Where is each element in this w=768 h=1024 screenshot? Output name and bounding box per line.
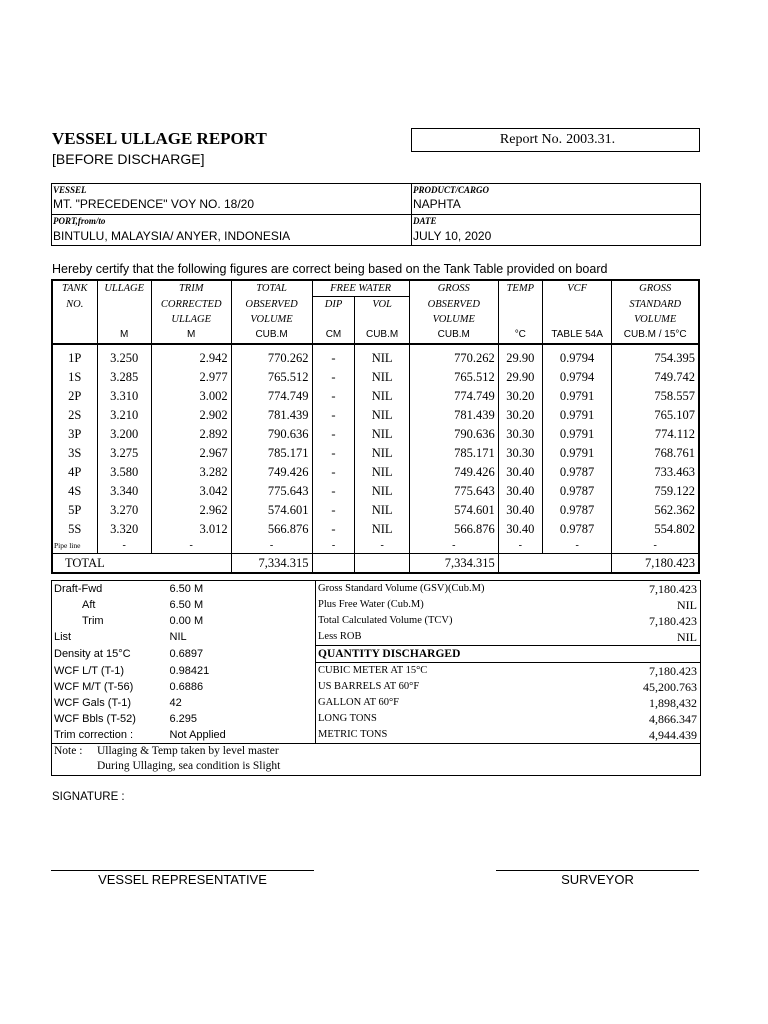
unit-gsv: CUB.M / 15°C [612,327,699,344]
note-box [51,743,701,776]
summary-right-label: METRIC TONS [316,727,506,744]
summary-right-value: 7,180.423 [649,582,697,596]
signature-label: SIGNATURE : [52,791,125,803]
product-label: PRODUCT/CARGO [413,185,490,195]
tank-gsv-cell: 562.362 [612,501,699,520]
col-vcf: VCF [542,280,612,297]
tank-trim-cell: 2.962 [151,501,231,520]
tank-row [52,444,699,463]
tank-temp-cell: 30.40 [498,463,542,482]
tank-trim-cell: 2.967 [151,444,231,463]
tank-tov-cell: 775.643 [231,482,312,501]
summary-left-label: List [54,631,72,644]
col-temp: TEMP [498,280,542,297]
tank-temp-cell: 30.20 [498,387,542,406]
tank-tov-cell: 574.601 [231,501,312,520]
tank-tank-cell: 3P [68,427,82,441]
tank-vcf-cell: 0.9794 [542,344,612,368]
summary-right-label: Total Calculated Volume (TCV) [316,613,506,629]
unit-vcf: TABLE 54A [542,327,612,344]
col-free-water: FREE WATER [312,280,409,297]
tank-gov-cell: 574.601 [409,501,498,520]
summary-left-value: 0.98421 [169,664,210,677]
tank-tank-cell: 5S [68,522,82,536]
tank-tov-cell: 749.426 [231,463,312,482]
tank-gov-cell: 765.512 [409,368,498,387]
surveyor-signature-line [496,870,699,871]
tank-vol-cell: NIL [355,406,409,425]
vessel-label: VESSEL [53,185,87,195]
summary-left-value: 6.295 [169,713,198,725]
tank-row [52,387,699,406]
summary-left-value: 0.6897 [169,648,204,660]
tank-vcf-cell: 0.9791 [542,387,612,406]
tank-trim-cell: 3.012 [151,520,231,539]
tank-tov-cell: 566.876 [231,520,312,539]
tank-ullage-cell: 3.580 [97,463,151,482]
summary-left-label: WCF Bbls (T-52) [54,713,136,725]
tank-dip-cell: - [312,368,355,387]
unit-temp: °C [498,327,542,344]
tank-temp-cell: 30.40 [498,482,542,501]
tank-tov-cell: 770.262 [231,344,312,368]
tank-trim-cell: 3.002 [151,387,231,406]
tank-tov-cell: 774.749 [231,387,312,406]
unit-dip: CM [312,327,355,344]
tank-dip-cell: - [312,406,355,425]
summary-right-value: 7,180.423 [649,664,697,678]
tank-gsv-cell: 754.395 [612,344,699,368]
vessel-rep-signature-line [51,870,314,871]
tank-tov-cell: 781.439 [231,406,312,425]
report-number-label: Report No. [499,132,563,147]
pipeline-row [52,539,699,554]
tank-dip-cell: - [312,482,355,501]
tank-dip-cell: - [312,444,355,463]
tank-gov-cell: 774.749 [409,387,498,406]
ullage-table [51,279,700,574]
tank-gsv-cell: 768.761 [612,444,699,463]
tank-gov-cell: 566.876 [409,520,498,539]
tank-vcf-cell: 0.9787 [542,520,612,539]
tank-row [52,368,699,387]
vessel-info-box [51,183,701,246]
tank-gsv-cell: 733.463 [612,463,699,482]
summary-right-value: 1,898,432 [649,696,697,710]
col-gsv-2: STANDARD [612,297,699,313]
pipeline-ullage: - [97,539,151,554]
col-dip: DIP [312,297,355,313]
note-line-1: Ullaging & Temp taken by level master [97,745,279,757]
tank-vcf-cell: 0.9791 [542,406,612,425]
unit-ullage: M [97,327,151,344]
tank-tov-cell: 790.636 [231,425,312,444]
tank-vol-cell: NIL [355,463,409,482]
tank-row [52,501,699,520]
tank-ullage-cell: 3.210 [97,406,151,425]
tank-vol-cell: NIL [355,482,409,501]
vessel-representative-label: VESSEL REPRESENTATIVE [98,872,267,887]
tank-gov-cell: 790.636 [409,425,498,444]
tank-tank-cell: 5P [68,503,82,517]
tank-dip-cell: - [312,387,355,406]
total-gov: 7,334.315 [409,554,498,574]
tank-tank-cell: 2S [68,408,82,422]
port-label: PORT,from/to [53,216,106,226]
tank-row [52,482,699,501]
pipeline-temp: - [498,539,542,554]
tank-trim-cell: 2.902 [151,406,231,425]
tank-trim-cell: 3.042 [151,482,231,501]
col-tov-1: TOTAL [231,280,312,297]
tank-vcf-cell: 0.9787 [542,501,612,520]
summary-right-value: 4,866.347 [649,712,697,726]
col-gov-1: GROSS [409,280,498,297]
pipeline-dip: - [312,539,355,554]
tank-gov-cell: 770.262 [409,344,498,368]
tank-temp-cell: 30.30 [498,425,542,444]
tank-ullage-cell: 3.270 [97,501,151,520]
tank-vcf-cell: 0.9787 [542,482,612,501]
pipeline-vol: - [355,539,409,554]
tank-vcf-cell: 0.9791 [542,444,612,463]
summary-left-value: 0.6886 [169,681,204,693]
tank-ullage-cell: 3.250 [97,344,151,368]
unit-gov: CUB.M [409,327,498,344]
tank-row [52,425,699,444]
summary-right-label: Plus Free Water (Cub.M) [316,597,506,613]
pipeline-gsv: - [612,539,699,554]
summary-left-value: Not Applied [169,729,226,741]
tank-tank-cell: 1P [68,351,82,365]
total-tov: 7,334.315 [231,554,312,574]
tank-vol-cell: NIL [355,520,409,539]
summary-left-label: WCF M/T (T-56) [54,681,134,693]
port-value: BINTULU, MALAYSIA/ ANYER, INDONESIA [53,229,291,243]
unit-vol: CUB.M [355,327,409,344]
tank-vol-cell: NIL [355,344,409,368]
tank-temp-cell: 30.30 [498,444,542,463]
summary-right-value: NIL [506,629,701,646]
report-title: VESSEL ULLAGE REPORT [52,129,267,148]
tank-gsv-cell: 765.107 [612,406,699,425]
tank-trim-cell: 2.977 [151,368,231,387]
tank-tank-cell: 1S [68,370,82,384]
summary-right-label: CUBIC METER AT 15°C [316,663,506,680]
pipeline-label: Pipe line [54,541,81,550]
summary-row [52,597,701,613]
report-number: 2003.31. [566,132,616,147]
col-tov-2: OBSERVED [231,297,312,313]
summary-row [52,629,701,646]
summary-right-value: 4,944.439 [649,728,697,742]
summary-left-label: Aft [82,599,96,611]
unit-tov: CUB.M [231,327,312,344]
tank-vcf-cell: 0.9787 [542,463,612,482]
summary-left-label: Trim [82,615,104,627]
summary-right-label: Gross Standard Volume (GSV)(Cub.M) [316,581,506,598]
vessel-name: MT. "PRECEDENCE" VOY NO. 18/20 [53,197,255,211]
summary-row [52,727,701,744]
summary-right-label: US BARRELS AT 60°F [316,679,506,695]
summary-right-value: 45,200.763 [643,680,697,694]
tank-ullage-cell: 3.340 [97,482,151,501]
summary-table [51,580,701,744]
col-gsv-3: VOLUME [612,312,699,327]
tank-temp-cell: 29.90 [498,344,542,368]
summary-right-label: LONG TONS [316,711,506,727]
tank-ullage-cell: 3.275 [97,444,151,463]
tank-gsv-cell: 774.112 [612,425,699,444]
tank-row [52,406,699,425]
summary-left-value: 42 [169,697,182,709]
tank-ullage-cell: 3.320 [97,520,151,539]
tank-trim-cell: 2.892 [151,425,231,444]
tank-ullage-cell: 3.200 [97,425,151,444]
summary-left-label: Trim correction : [54,729,134,741]
col-gov-3: VOLUME [409,312,498,327]
col-ullage: ULLAGE [97,280,151,297]
tank-vol-cell: NIL [355,501,409,520]
tank-gov-cell: 785.171 [409,444,498,463]
col-trim-1: TRIM [151,280,231,297]
tank-tank-cell: 2P [68,389,82,403]
tank-gov-cell: 781.439 [409,406,498,425]
pipeline-tov: - [231,539,312,554]
summary-left-label: Density at 15°C [54,648,131,660]
tank-gsv-cell: 759.122 [612,482,699,501]
pipeline-trim: - [151,539,231,554]
tank-tank-cell: 4P [68,465,82,479]
summary-right-label: QUANTITY DISCHARGED [316,646,506,663]
tank-ullage-cell: 3.310 [97,387,151,406]
tank-temp-cell: 30.40 [498,501,542,520]
summary-left-value: 6.50 M [169,599,204,611]
summary-row [52,679,701,695]
total-row [52,554,699,574]
tank-tov-cell: 765.512 [231,368,312,387]
tank-dip-cell: - [312,501,355,520]
tank-vol-cell: NIL [355,425,409,444]
summary-row [52,663,701,680]
surveyor-label: SURVEYOR [561,872,634,887]
date-label: DATE [413,216,437,226]
date-value: JULY 10, 2020 [413,229,492,243]
col-vol: VOL [355,297,409,313]
tank-gsv-cell: 749.742 [612,368,699,387]
tank-gov-cell: 749.426 [409,463,498,482]
tank-vol-cell: NIL [355,368,409,387]
summary-right-value [506,646,701,663]
summary-left-value: NIL [169,631,187,644]
tank-vcf-cell: 0.9791 [542,425,612,444]
col-tov-3: VOLUME [231,312,312,327]
tank-dip-cell: - [312,520,355,539]
pipeline-vcf: - [542,539,612,554]
tank-temp-cell: 30.40 [498,520,542,539]
summary-right-value: NIL [677,598,697,612]
total-gsv: 7,180.423 [612,554,699,574]
tank-dip-cell: - [312,425,355,444]
tank-gsv-cell: 758.557 [612,387,699,406]
tank-row [52,463,699,482]
product-value: NAPHTA [413,197,461,211]
report-number-box [411,128,700,152]
col-tank-1: TANK [62,283,88,295]
col-trim-3: ULLAGE [151,312,231,327]
summary-right-label: GALLON AT 60°F [316,695,506,711]
tank-dip-cell: - [312,344,355,368]
tank-vol-cell: NIL [355,387,409,406]
unit-trim: M [151,327,231,344]
tank-tov-cell: 785.171 [231,444,312,463]
summary-row [52,695,701,711]
total-label: TOTAL [52,554,151,574]
tank-vcf-cell: 0.9794 [542,368,612,387]
col-trim-2: CORRECTED [151,297,231,313]
tank-temp-cell: 29.90 [498,368,542,387]
tank-vol-cell: NIL [355,444,409,463]
tank-tank-cell: 3S [68,446,82,460]
pipeline-gov: - [409,539,498,554]
summary-left-value: 0.00 M [169,615,204,627]
col-tank-2: NO. [66,298,84,310]
certify-statement: Hereby certify that the following figures are correct being based on the Tank Table provided on board [52,262,608,276]
summary-left-value: 6.50 M [169,583,204,595]
report-subtitle: [BEFORE DISCHARGE] [52,151,205,167]
summary-right-value: 7,180.423 [649,614,697,628]
summary-left-label: Draft-Fwd [54,583,103,595]
note-line-2: During Ullaging, sea condition is Slight [97,760,281,772]
tank-gov-cell: 775.643 [409,482,498,501]
summary-row [52,646,701,663]
tank-trim-cell: 2.942 [151,344,231,368]
summary-row [52,613,701,629]
tank-trim-cell: 3.282 [151,463,231,482]
tank-ullage-cell: 3.285 [97,368,151,387]
tank-row [52,344,699,368]
tank-gsv-cell: 554.802 [612,520,699,539]
tank-tank-cell: 4S [68,484,82,498]
tank-row [52,520,699,539]
summary-row [52,711,701,727]
summary-right-label: Less ROB [316,629,506,646]
col-gov-2: OBSERVED [409,297,498,313]
tank-temp-cell: 30.20 [498,406,542,425]
col-gsv-1: GROSS [612,280,699,297]
summary-left-label: WCF L/T (T-1) [54,664,125,677]
summary-left-label: WCF Gals (T-1) [54,697,131,709]
note-label: Note : [54,745,83,757]
summary-row [52,581,701,598]
tank-dip-cell: - [312,463,355,482]
